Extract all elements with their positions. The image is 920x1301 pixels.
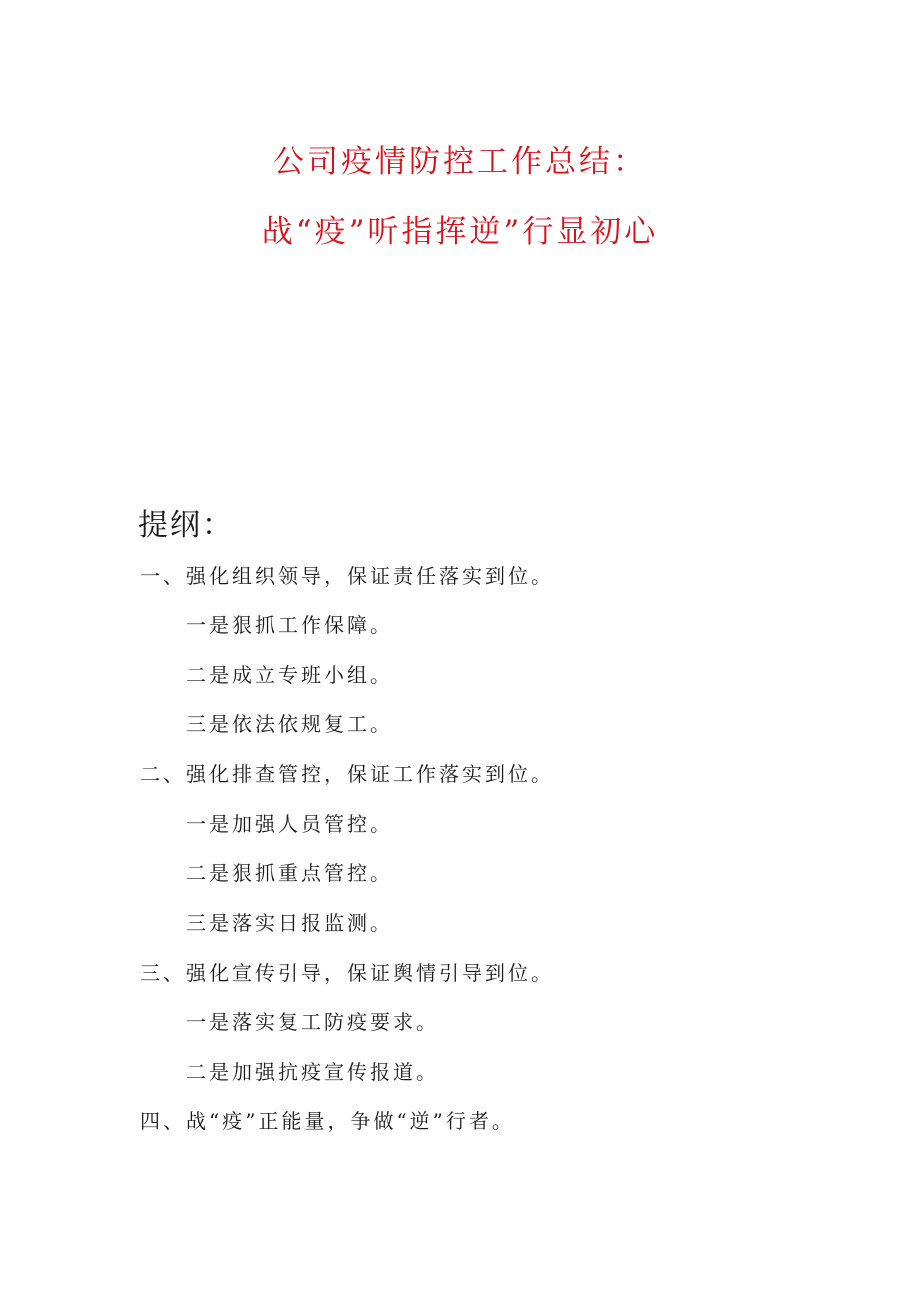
- outline-heading: 提纲：: [138, 508, 234, 543]
- outline-item-2-1: 一是加强人员管控。: [186, 812, 393, 836]
- outline-section-1: 一、强化组织领导，保证责任落实到位。: [140, 564, 554, 588]
- outline-item-3-1: 一是落实复工防疫要求。: [186, 1010, 439, 1034]
- outline-item-1-1: 一是狠抓工作保障。: [186, 613, 393, 637]
- outline-section-3: 三、强化宣传引导，保证舆情引导到位。: [140, 961, 554, 985]
- outline-item-1-3: 三是依法依规复工。: [186, 712, 393, 736]
- outline-item-3-2: 二是加强抗疫宣传报道。: [186, 1060, 439, 1084]
- document-title-line-1: 公司疫情防控工作总结：: [273, 144, 647, 180]
- outline-item-2-3: 三是落实日报监测。: [186, 911, 393, 935]
- outline-item-1-2: 二是成立专班小组。: [186, 663, 393, 687]
- outline-item-2-2: 二是狠抓重点管控。: [186, 861, 393, 885]
- document-title-line-2: 战“疫”听指挥逆”行显初心: [261, 214, 659, 250]
- outline-section-2: 二、强化排查管控，保证工作落实到位。: [140, 762, 554, 786]
- outline-section-4: 四、战“疫”正能量，争做“逆”行者。: [140, 1109, 515, 1133]
